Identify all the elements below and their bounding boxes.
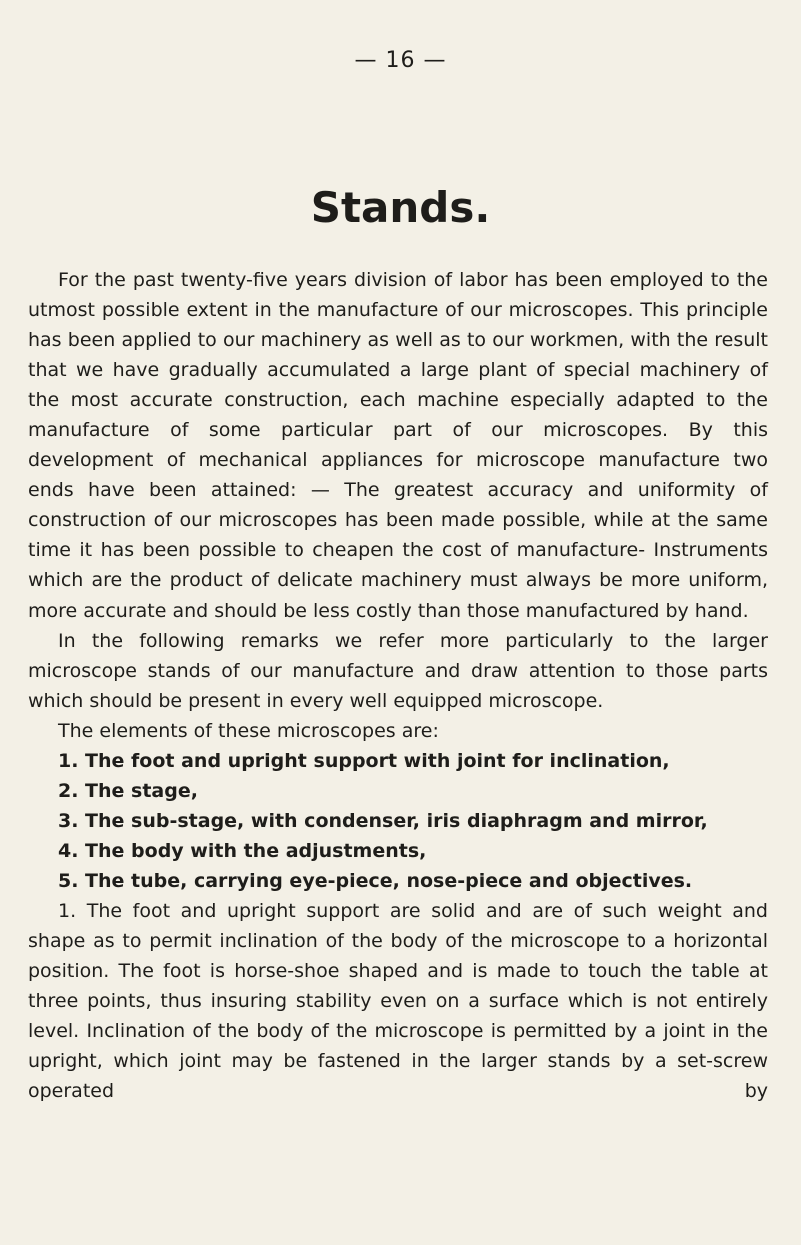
list-item: 1. The foot and upright support with joint for inclination, xyxy=(58,749,670,772)
list-item: 4. The body with the adjustments, xyxy=(58,839,427,862)
list-item: 2. The stage, xyxy=(58,779,198,802)
page-number: — 16 — xyxy=(354,48,447,73)
section-title: Stands. xyxy=(310,183,491,232)
paragraph-elements-intro: The elements of these microscopes are: xyxy=(58,719,439,742)
body-text xyxy=(28,265,768,1106)
paragraph-following-remarks: In the following remarks we refer more particularly to the larger microscope stands of our manufacture and draw attention to those parts which should be present in every well equipped microscope. xyxy=(28,629,768,712)
paragraph-division-of-labor: For the past twenty-five years division of labor has been employed to the utmost possible extent in the manufacture of our microscopes. This principle has been applied to our machinery as well as to our workmen, with the result that we have gradually accumulated a large plant of special machinery of the most accurate construction, each machine especially adapted to the manufacture of some particular part of our microscopes. By this development of mechanical appliances for microscope manufacture two ends have been attained: — The greatest accuracy and uniformity of construction of our microscopes has been made possible, while at the same time it has been possible to cheapen the cost of manufacture- Instruments which are the product of delicate machinery must always be more uniform, more accurate and should be less costly than those manufactured by hand. xyxy=(28,269,768,622)
elements-list xyxy=(28,746,768,896)
list-item: 5. The tube, carrying eye-piece, nose-piece and objectives. xyxy=(58,869,693,892)
list-item: 3. The sub-stage, with condenser, iris diaphragm and mirror, xyxy=(58,809,708,832)
paragraph-foot-and-upright: 1. The foot and upright support are solid and are of such weight and shape as to permit inclination of the body of the microscope to a horizontal position. The foot is horse-shoe shaped and is made to touch the table at three points, thus insuring stability even on a surface which is not entirely level. Inclination of the body of the microscope is permitted by a joint in the upright, which joint may be fastened in the larger stands by a set-screw operated by xyxy=(28,899,768,1103)
